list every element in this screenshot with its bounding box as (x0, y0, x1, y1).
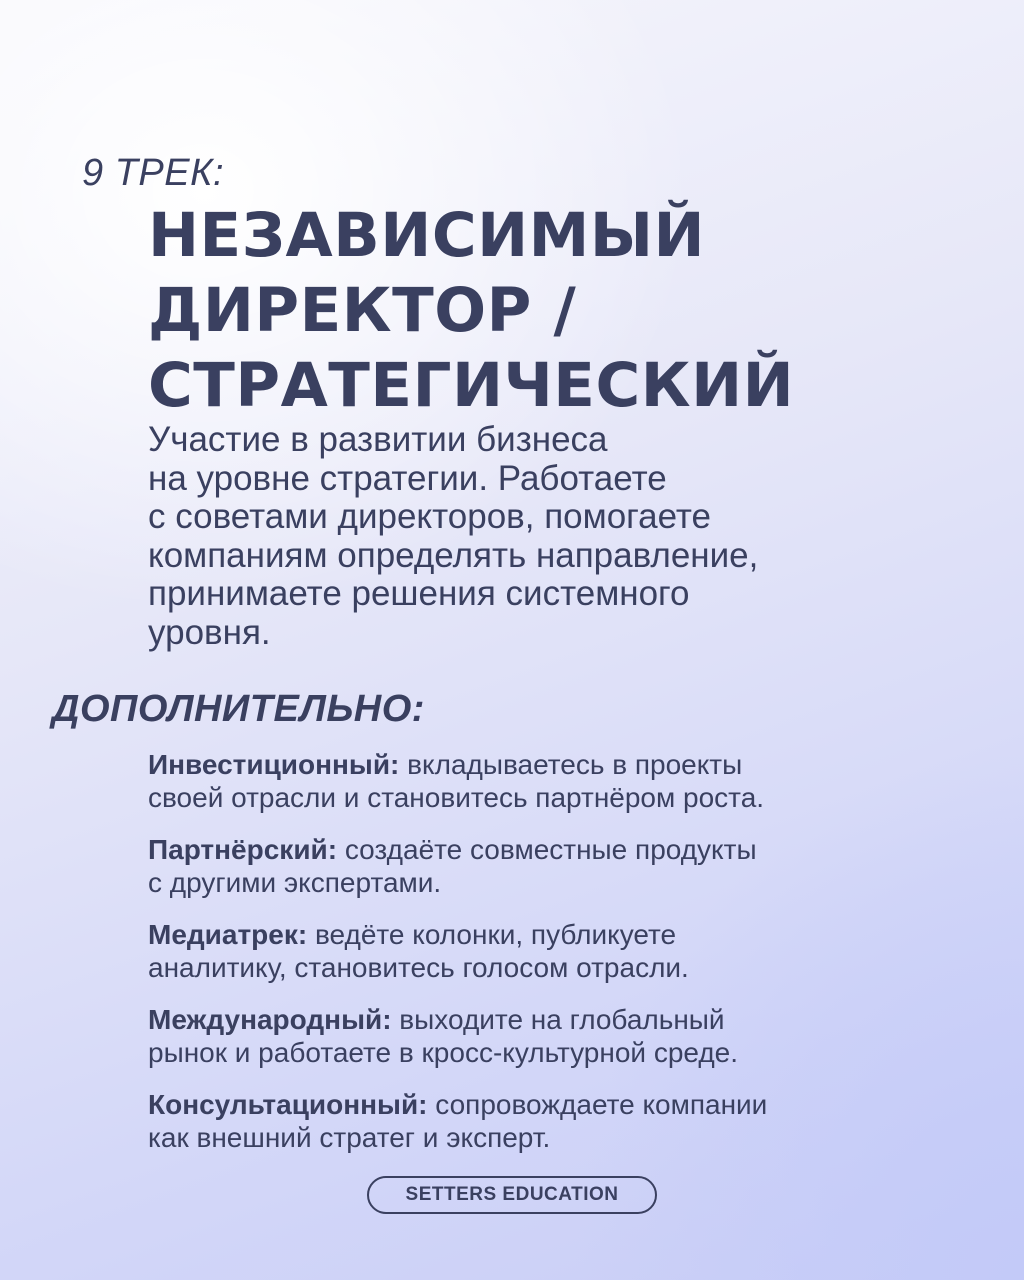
description-line: уровня. (148, 612, 271, 652)
list-item-text: рынок и работаете в кросс-культурной среде. (148, 1037, 739, 1068)
list-item-line (148, 918, 767, 951)
additional-heading: ДОПОЛНИТЕЛЬНО: (52, 688, 425, 730)
list-item-text: с другими экспертами. (148, 867, 442, 898)
list-item-international (148, 1003, 767, 1069)
track-title-line: ДИРЕКТОР / (148, 275, 577, 346)
track-title (148, 198, 794, 423)
list-item-partner (148, 833, 767, 899)
description-line: компаниям определять направление, (148, 535, 759, 575)
list-item-text: своей отрасли и становитесь партнёром роста. (148, 782, 765, 813)
list-item-term: Международный: (148, 1004, 392, 1035)
list-item-line (148, 1003, 767, 1036)
list-item-media (148, 918, 767, 984)
list-item-line (148, 1088, 767, 1121)
list-item-text: сопровождаете компании (427, 1089, 768, 1120)
list-item-text: ведёте колонки, публикуете (307, 919, 677, 950)
list-item-term: Партнёрский: (148, 834, 338, 865)
list-item-term: Медиатрек: (148, 919, 308, 950)
list-item-line (148, 833, 767, 866)
list-item-text: как внешний стратег и эксперт. (148, 1122, 551, 1153)
list-item-term: Консультационный: (148, 1089, 428, 1120)
track-number-label: 9 ТРЕК: (82, 152, 225, 194)
track-title-line: НЕЗАВИСИМЫЙ (148, 200, 706, 271)
list-item-term: Инвестиционный: (148, 749, 400, 780)
brand-badge: SETTERS EDUCATION (367, 1176, 657, 1214)
list-item-text: аналитику, становитесь голосом отрасли. (148, 952, 689, 983)
list-item-text: вкладываетесь в проекты (399, 749, 743, 780)
description-line: на уровне стратегии. Работаете (148, 458, 667, 498)
additional-list (148, 748, 767, 1173)
description-line: Участие в развитии бизнеса (148, 420, 608, 459)
list-item-investment (148, 748, 767, 814)
list-item-consulting (148, 1088, 767, 1154)
list-item-text: создаёте совместные продукты (337, 834, 757, 865)
list-item-line (148, 748, 767, 781)
description-line: принимаете решения системного (148, 574, 690, 613)
list-item-text: выходите на глобальный (391, 1004, 725, 1035)
description-line: с советами директоров, помогаете (148, 497, 712, 536)
track-description (148, 421, 758, 652)
track-title-line: СТРАТЕГИЧЕСКИЙ (148, 350, 795, 421)
